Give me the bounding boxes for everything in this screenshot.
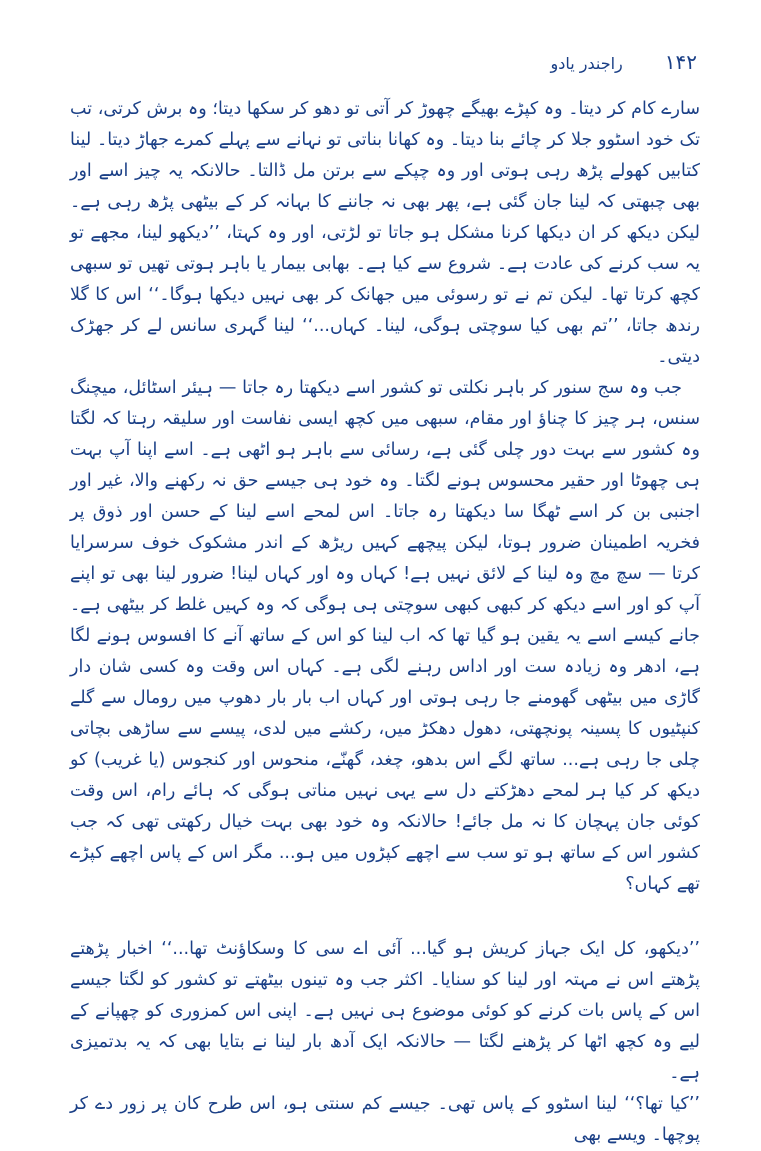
page-number: ۱۴۲	[664, 50, 697, 74]
paragraph: جب وہ سج سنور کر باہر نکلتی تو کشور اسے دیکھتا رہ جاتا — ہیئر اسٹائل، میچنگ سنس، ہر چیز کا چناؤ اور مقام، سبھی میں کچھ ایسی نفاست اور سلیقہ رہتا کہ لگتا وہ کشور سے بہت دور چلی گئی ہے، رسائی سے باہر ہو اٹھی ہے۔ اسے اپنا آپ بہت ہی چھوٹا اور حقیر محسوس ہونے لگتا۔ وہ خود ہی جیسے حق نہ رکھنے والا، غیر اور اجنبی بن کر اسے ٹھگا سا دیکھتا رہ جاتا۔ اس لمحے اسے لینا کے حسن اور ذوق پر فخریہ اطمینان ضرور ہوتا، لیکن پیچھے کہیں ریڑھ کے اندر مشکوک خوف سرسرایا کرتا — سچ مچ وہ لینا کے لائق نہیں ہے! کہاں وہ اور کہاں لینا! ضرور لینا بھی تو اپنے آپ کو اور اسے دیکھ کر کبھی کبھی سوچتی ہی ہوگی کہ وہ کہیں غلط کر بیٹھی ہے۔ جانے کیسے اسے یہ یقین ہو گیا تھا کہ اب لینا کو اس کے ساتھ آنے کا افسوس ہونے لگا ہے، ادھر وہ زیادہ ست اور اداس رہنے لگی ہے۔ کہاں اس وقت وہ کسی شان دار گاڑی میں بیٹھی گھومنے جا رہی ہوتی اور کہاں اب بار بار دھوپ میں رومال سے گلے کنپٹیوں کا پسینہ پونچھتی، دھول دھکڑ میں، رکشے میں لدی، پیسے سے ساڑھی بچاتی چلی جا رہی ہے... ساتھ لگے اس بدھو، چغد، گھنّے، منحوس اور کنجوس (یا غریب) کو دیکھ کر کیا ہر لمحے دھڑکتے دل سے یہی نہیں مناتی ہوگی کہ ہائے رام، اس وقت کوئی جان پہچان کا نہ مل جائے! حالانکہ وہ خود بھی بہت خیال رکھتی تھی کہ جب کشور اس کے ساتھ ہو تو سب سے اچھے کپڑوں میں ہو... مگر اس کے پاس اچھے کپڑے تھے کہاں؟	[70, 378, 700, 894]
page-header	[550, 50, 697, 74]
page-body	[70, 94, 700, 1151]
paragraph: ’’دیکھو، کل ایک جہاز کریش ہو گیا... آئی اے سی کا وسکاؤنٹ تھا...‘‘ اخبار پڑھتے پڑھتے اس نے مہتہ اور لینا کو سنایا۔ اکثر جب وہ تینوں بیٹھتے تو کشور کو لگتا جیسے اس کے پاس بات کرنے کو کوئی موضوع ہی نہیں ہے۔ اپنی اس کمزوری کو چھپانے کے لیے وہ کچھ اٹھا کر پڑھنے لگتا — حالانکہ ایک آدھ بار لینا نے بتایا بھی کہ یہ بدتمیزی ہے۔	[70, 939, 700, 1083]
paragraph: ’’کیا تھا؟‘‘ لینا اسٹوو کے پاس تھی۔ جیسے کم سنتی ہو، اس طرح کان پر زور دے کر پوچھا۔ ویسے بھی	[70, 1094, 700, 1145]
paragraph: سارے کام کر دیتا۔ وہ کپڑے بھیگے چھوڑ کر آتی تو دھو کر سکھا دیتا؛ وہ برش کرتی، تب تک خود اسٹوو جلا کر چائے بنا دیتا۔ وہ کھانا بناتی تو نہانے سے پہلے کمرے جھاڑ دیتا۔ لینا کتابیں کھولے پڑھ رہی ہوتی اور وہ چپکے سے برتن مل ڈالتا۔ حالانکہ یہ چیز اسے اور بھی چبھتی کہ لینا جان گئی ہے، پھر بھی نہ جاننے کا بہانہ کر کے بیٹھی پڑھ رہی ہے۔ لیکن دیکھ کر ان دیکھا کرنا مشکل ہو جاتا تو لڑتی، اور وہ کہتا، ’’دیکھو لینا، مجھے تو یہ سب کرنے کی عادت ہے۔ شروع سے کیا ہے۔ بھابی بیمار یا باہر ہوتی تھیں تو سبھی کچھ کرتا تھا۔ لیکن تم نے تو رسوئی میں جھانک کر بھی نہیں دیکھا ہوگا۔‘‘ اس کا گلا رندھ جاتا، ’’تم بھی کیا سوچتی ہوگی، لینا۔ کہاں...‘‘ لینا گہری سانس لے کر جھڑک دیتی۔	[70, 99, 700, 367]
running-title: راجندر یادو	[550, 54, 623, 73]
